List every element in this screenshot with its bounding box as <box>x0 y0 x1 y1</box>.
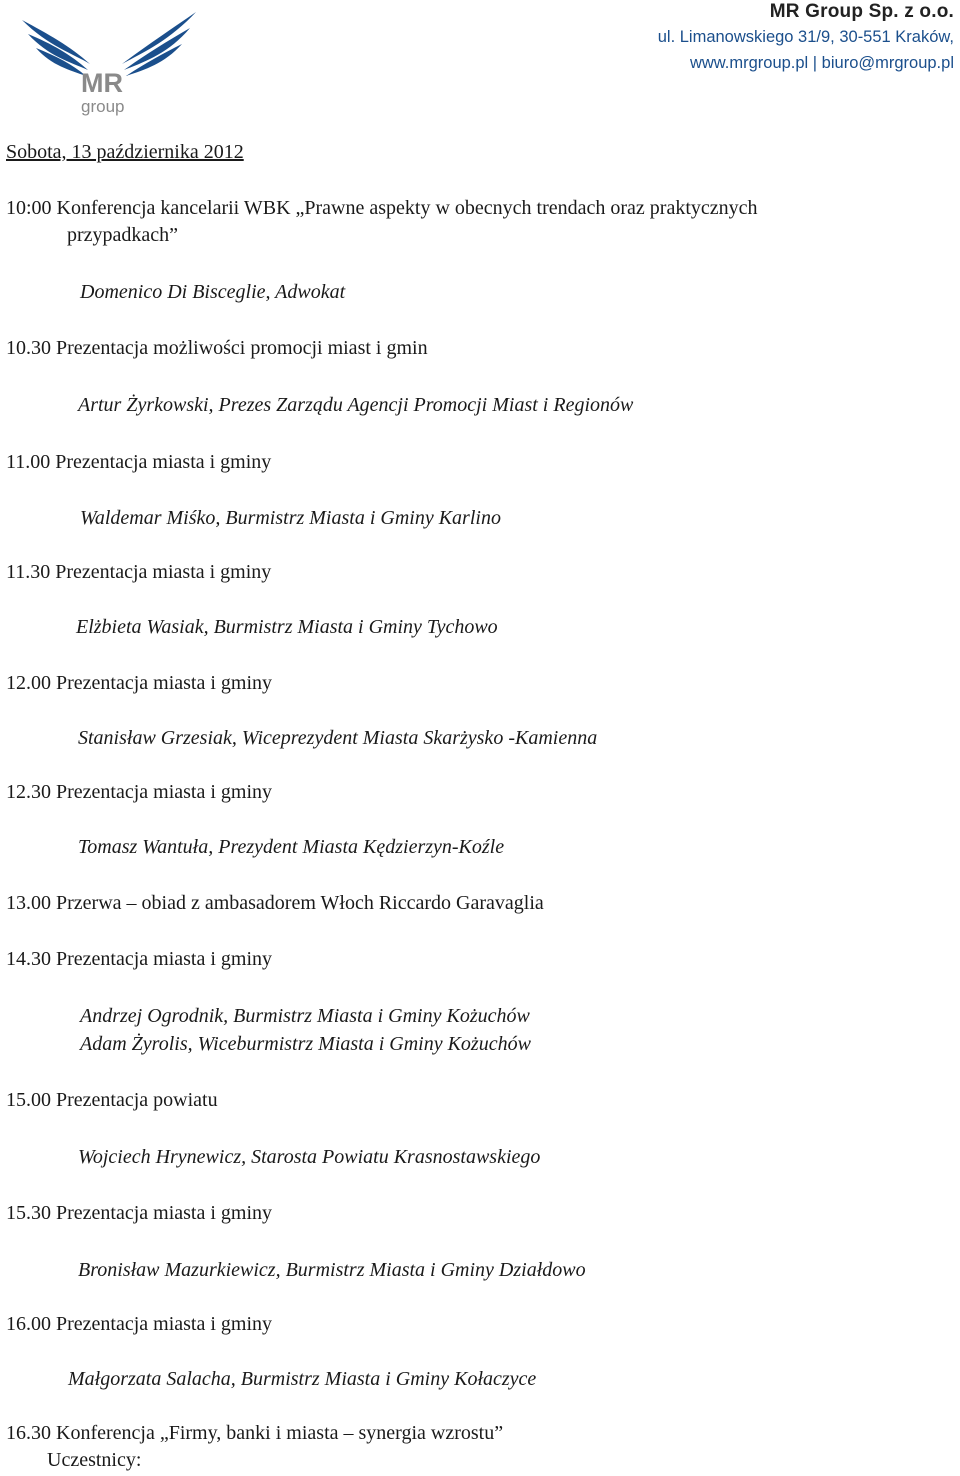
schedule-item <box>6 195 758 249</box>
schedule-item: 10.30 Prezentacja możliwości promocji miast i gmin <box>6 337 428 359</box>
schedule-item: 11.30 Prezentacja miasta i gminy <box>6 561 272 583</box>
speaker: Waldemar Miśko, Burmistrz Miasta i Gminy Karlino <box>80 507 501 529</box>
speaker: Bronisław Mazurkiewicz, Burmistrz Miasta i Gminy Działdowo <box>78 1259 586 1281</box>
speaker: Stanisław Grzesiak, Wiceprezydent Miasta Skarżysko -Kamienna <box>78 727 598 749</box>
participants-label: Uczestnicy: <box>47 1449 142 1471</box>
schedule-item-title: 10:00 Konferencja kancelarii WBK „Prawne aspekty w obecnych trendach oraz praktycznych <box>6 197 758 219</box>
schedule-item-title: 16.30 Konferencja „Firmy, banki i miasta – synergia wzrostu” <box>6 1422 504 1444</box>
company-contact: www.mrgroup.pl | biuro@mrgroup.pl <box>689 54 954 72</box>
speaker: Tomasz Wantuła, Prezydent Miasta Kędzierzyn-Koźle <box>78 836 505 858</box>
schedule-item: 12.30 Prezentacja miasta i gminy <box>6 781 273 803</box>
schedule-item-title-cont: przypadkach” <box>67 224 179 246</box>
schedule-item: 15.00 Prezentacja powiatu <box>6 1089 218 1111</box>
company-header <box>658 0 954 76</box>
mr-group-logo <box>18 6 200 118</box>
schedule-item: 11.00 Prezentacja miasta i gminy <box>6 451 272 473</box>
schedule-item: 15.30 Prezentacja miasta i gminy <box>6 1202 273 1224</box>
speaker: Andrzej Ogrodnik, Burmistrz Miasta i Gminy Kożuchów <box>80 1005 530 1027</box>
event-date: Sobota, 13 października 2012 <box>6 141 244 163</box>
speaker: Artur Żyrkowski, Prezes Zarządu Agencji Promocji Miast i Regionów <box>78 394 634 416</box>
schedule-item <box>6 1420 503 1474</box>
speaker: Małgorzata Salacha, Burmistrz Miasta i Gminy Kołaczyce <box>68 1368 537 1390</box>
schedule-item: 12.00 Prezentacja miasta i gminy <box>6 672 273 694</box>
speaker: Domenico Di Bisceglie, Adwokat <box>80 281 346 303</box>
schedule-item: 16.00 Prezentacja miasta i gminy <box>6 1313 273 1335</box>
schedule-item: 14.30 Prezentacja miasta i gminy <box>6 948 273 970</box>
logo-mr-text: MR <box>81 68 123 98</box>
speaker: Elżbieta Wasiak, Burmistrz Miasta i Gminy Tychowo <box>76 616 498 638</box>
company-address: ul. Limanowskiego 31/9, 30-551 Kraków, <box>657 28 954 46</box>
logo-group-text: group <box>81 97 125 116</box>
company-name: MR Group Sp. z o.o. <box>769 1 954 22</box>
speaker: Wojciech Hrynewicz, Starosta Powiatu Krasnostawskiego <box>78 1146 541 1168</box>
wings-logo-icon <box>18 6 200 118</box>
schedule-item: 13.00 Przerwa – obiad z ambasadorem Włoch Riccardo Garavaglia <box>6 892 544 914</box>
speaker: Adam Żyrolis, Wiceburmistrz Miasta i Gminy Kożuchów <box>80 1033 531 1055</box>
